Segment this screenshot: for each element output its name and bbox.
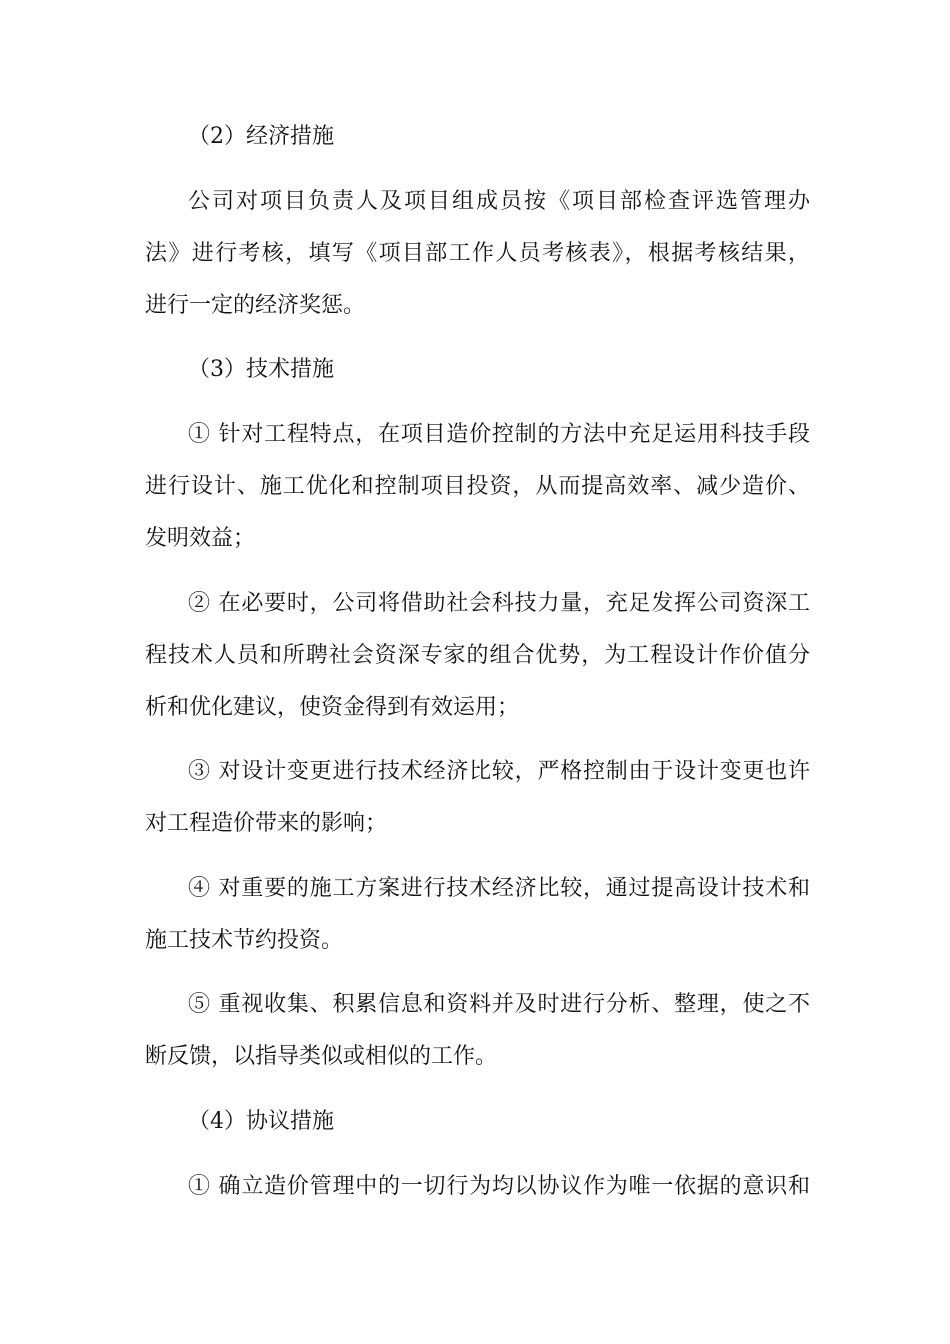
list-item-line: 断反馈，以指导类似或相似的工作。 <box>145 1044 498 1069</box>
list-item-line: 对工程造价带来的影响； <box>145 811 388 836</box>
section-heading-agreement: （4）协议措施 <box>188 1109 334 1134</box>
list-item-line: ① 确立造价管理中的一切行为均以协议作为唯一依据的意识和 <box>188 1174 810 1199</box>
list-item-line: 程技术人员和所聘社会资深专家的组合优势，为工程设计作价值分 <box>145 643 810 668</box>
list-item-line: ③ 对设计变更进行技术经济比较，严格控制由于设计变更也许 <box>188 759 810 784</box>
list-item-line: ⑤ 重视收集、积累信息和资料并及时进行分析、整理，使之不 <box>188 992 810 1017</box>
paragraph-line: 进行一定的经济奖惩。 <box>145 293 366 318</box>
list-item-line: 进行设计、施工优化和控制项目投资，从而提高效率、减少造价、 <box>145 474 810 499</box>
section-heading-economic: （2）经济措施 <box>188 124 334 149</box>
list-item-line: ① 针对工程特点，在项目造价控制的方法中充足运用科技手段 <box>188 422 810 447</box>
list-item-line: 发明效益； <box>145 526 256 551</box>
paragraph-line: 法》进行考核，填写《项目部工作人员考核表》，根据考核结果， <box>145 241 810 266</box>
section-heading-technical: （3）技术措施 <box>188 357 334 382</box>
list-item-line: ④ 对重要的施工方案进行技术经济比较，通过提高设计技术和 <box>188 876 810 901</box>
list-item-line: 施工技术节约投资。 <box>145 928 344 953</box>
list-item-line: 析和优化建议，使资金得到有效运用； <box>145 695 520 720</box>
list-item-line: ② 在必要时，公司将借助社会科技力量，充足发挥公司资深工 <box>188 591 810 616</box>
paragraph-line: 公司对项目负责人及项目组成员按《项目部检查评选管理办 <box>188 189 810 214</box>
